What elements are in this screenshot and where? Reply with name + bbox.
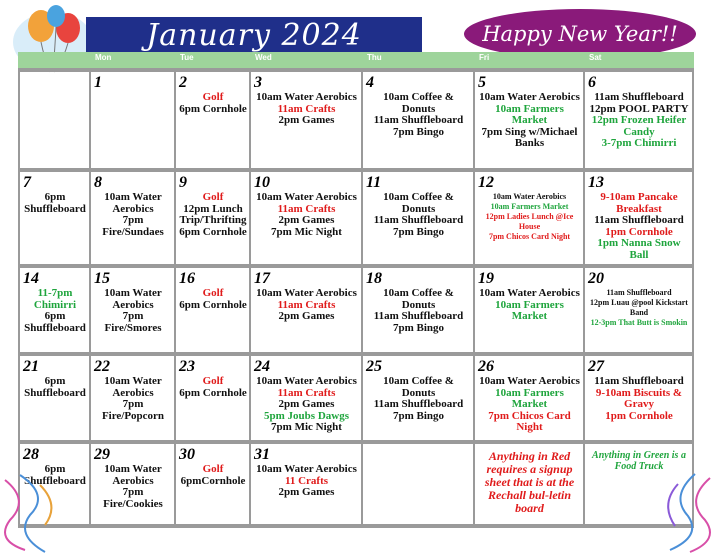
event-list <box>366 192 471 238</box>
event-item: 10am Water Aerobics <box>256 91 357 103</box>
event-list <box>478 192 581 242</box>
event-item: 10am Water Aerobics <box>479 375 580 387</box>
day-cell-6 <box>585 72 694 172</box>
day-cell-18 <box>363 268 475 356</box>
day-number: 20 <box>588 270 604 287</box>
event-item: 6pm Shuffleboard <box>24 375 86 399</box>
day-cell-27 <box>585 356 694 444</box>
event-item: 10am Water Aerobics <box>104 287 162 311</box>
day-cell-12 <box>475 172 585 268</box>
event-item: 2pm Games <box>278 214 335 226</box>
day-cell-23 <box>176 356 251 444</box>
day-cell-7 <box>18 172 91 268</box>
day-cell-2 <box>176 72 251 172</box>
event-list <box>254 288 359 323</box>
day-number: 29 <box>94 446 110 463</box>
event-item: 10am Farmers Market <box>495 386 564 410</box>
event-item: 11am Shuffleboard <box>373 114 464 126</box>
day-cell-10 <box>251 172 363 268</box>
event-item: 7pm Bingo <box>392 225 445 238</box>
day-number: 21 <box>23 358 39 375</box>
event-item: 10am Coffee & Donuts <box>383 191 454 215</box>
day-number: 16 <box>179 270 195 287</box>
day-cell-11 <box>363 172 475 268</box>
event-item: Golf <box>202 463 224 475</box>
event-item: 11am Shuffleboard <box>606 288 672 297</box>
event-item: 10am Coffee & Donuts <box>383 91 454 115</box>
event-item: 11am Shuffleboard <box>373 214 464 226</box>
event-item: 11am Shuffleboard <box>373 310 464 322</box>
day-number: 11 <box>366 174 382 191</box>
event-item: 12pm POOL PARTY <box>589 102 689 115</box>
event-list <box>94 464 172 510</box>
weekday-label: Tue <box>180 53 194 62</box>
event-item: 11am Shuffleboard <box>594 91 684 103</box>
event-item: 2pm Games <box>278 486 335 498</box>
event-list <box>366 288 471 334</box>
day-number: 5 <box>478 74 486 91</box>
event-item: 5pm Joubs Dawgs <box>264 409 349 422</box>
event-item: 2pm Games <box>278 398 335 410</box>
day-cell-25 <box>363 356 475 444</box>
event-item: 1pm Cornhole <box>605 225 673 238</box>
day-cell-29 <box>91 444 176 528</box>
weekday-label: Wed <box>255 53 272 62</box>
event-list <box>23 376 87 399</box>
day-number: 4 <box>366 74 374 91</box>
event-item: 9-10am Biscuits & Gravy <box>595 386 683 410</box>
event-item: 11am Crafts <box>277 202 336 215</box>
event-item: 1pm Nanna Snow Ball <box>597 237 681 261</box>
event-list <box>179 376 247 399</box>
event-list <box>179 288 247 311</box>
event-list <box>94 376 172 422</box>
day-number: 9 <box>179 174 187 191</box>
day-number: 2 <box>179 74 187 91</box>
event-item: Golf <box>202 191 224 203</box>
day-number: 31 <box>254 446 270 463</box>
event-item: 6pm Cornhole <box>179 298 247 311</box>
day-number: 19 <box>478 270 494 287</box>
event-item: 10am Water Aerobics <box>104 375 162 399</box>
event-item: 7pm Fire/Sundaes <box>102 214 164 238</box>
event-item: 11am Shuffleboard <box>594 375 684 387</box>
event-list <box>588 376 690 422</box>
event-item: 3-7pm Chimirri <box>601 137 677 149</box>
event-item: 7pm Bingo <box>392 125 445 138</box>
event-item: 6pm Shuffleboard <box>24 191 86 215</box>
event-item: 7pm Mic Night <box>271 421 342 433</box>
event-item: 10am Water Aerobics <box>479 91 580 103</box>
day-cell-31 <box>251 444 363 528</box>
day-cell-16 <box>176 268 251 356</box>
event-item: 7pm Fire/Smores <box>104 310 162 334</box>
streamer-icon <box>640 470 720 556</box>
day-number: 24 <box>254 358 270 375</box>
event-item: 10am Water Aerobics <box>256 191 357 203</box>
day-cell-17 <box>251 268 363 356</box>
day-cell-1 <box>91 72 176 172</box>
event-item: 7pm Sing w/Michael Banks <box>481 125 578 149</box>
event-item: 12pm Luau @pool Kickstart Band <box>590 298 688 317</box>
empty-cell <box>18 72 91 172</box>
event-item: 2pm Games <box>278 114 335 126</box>
event-item: 7pm Fire/Popcorn <box>101 398 165 422</box>
day-cell-9 <box>176 172 251 268</box>
weekday-label: Mon <box>95 53 112 62</box>
legend-cell <box>475 444 585 528</box>
event-item: 2pm Games <box>278 310 335 322</box>
greeting-banner: Happy New Year!! <box>464 9 696 59</box>
event-list <box>254 464 359 499</box>
event-list <box>23 192 87 215</box>
event-item: 12pm Ladies Lunch @Ice House <box>485 212 574 231</box>
day-number: 25 <box>366 358 382 375</box>
legend-note: Anything in Red requires a signup sheet that is at the Rechall bul-letin board <box>484 449 575 515</box>
event-item: 1pm Cornhole <box>605 409 673 422</box>
day-cell-15 <box>91 268 176 356</box>
day-cell-30 <box>176 444 251 528</box>
event-item: 7pm Fire/Cookies <box>103 486 163 510</box>
event-item: 11am Crafts <box>277 386 336 399</box>
day-number: 18 <box>366 270 382 287</box>
day-cell-19 <box>475 268 585 356</box>
event-item: 10am Water Aerobics <box>104 463 162 487</box>
event-item: 11 Crafts <box>284 474 329 487</box>
day-cell-24 <box>251 356 363 444</box>
event-item: 11-7pm Chimirri <box>33 287 77 311</box>
day-number: 14 <box>23 270 39 287</box>
event-item: 7pm Mic Night <box>271 225 342 238</box>
event-list <box>478 376 581 434</box>
event-item: 11am Shuffleboard <box>373 398 464 410</box>
calendar-grid <box>18 68 694 524</box>
weekday-label: Sat <box>589 53 602 62</box>
event-item: 10am Water Aerobics <box>492 192 567 201</box>
day-cell-21 <box>18 356 91 444</box>
event-item: 7pm Chicos Card Night <box>488 409 571 433</box>
weekday-label <box>18 52 91 68</box>
event-list <box>366 376 471 422</box>
event-item: Golf <box>202 91 224 103</box>
event-item: 6pm Shuffleboard <box>24 463 86 487</box>
day-number: 12 <box>478 174 494 191</box>
event-list <box>179 92 247 115</box>
day-cell-8 <box>91 172 176 268</box>
day-number: 27 <box>588 358 604 375</box>
day-number: 28 <box>23 446 39 463</box>
event-item: 6pm Cornhole <box>179 386 247 399</box>
event-item: 7pm Bingo <box>392 409 445 422</box>
event-list <box>478 288 581 323</box>
day-cell-26 <box>475 356 585 444</box>
event-item: 10am Coffee & Donuts <box>383 375 454 399</box>
event-item: Golf <box>202 375 224 387</box>
event-item: 6pmCornhole <box>180 474 246 487</box>
event-list <box>254 192 359 238</box>
event-item: 7pm Chicos Card Night <box>488 232 571 241</box>
weekday-label: Fri <box>479 53 490 62</box>
day-number: 15 <box>94 270 110 287</box>
event-item: 10am Farmers Market <box>490 202 569 211</box>
event-item: 11am Crafts <box>277 298 336 311</box>
day-cell-13 <box>585 172 694 268</box>
day-cell-14 <box>18 268 91 356</box>
weekday-label: Thu <box>367 53 382 62</box>
event-item: 11am Crafts <box>277 102 336 115</box>
event-item: 12-3pm That Butt is Smokin <box>590 318 688 327</box>
day-cell-4 <box>363 72 475 172</box>
day-number: 30 <box>179 446 195 463</box>
empty-cell <box>363 444 475 528</box>
event-list <box>179 464 247 487</box>
event-list <box>588 288 690 328</box>
day-number: 3 <box>254 74 262 91</box>
event-item: 10am Water Aerobics <box>256 375 357 387</box>
streamer-icon <box>0 470 80 556</box>
day-number: 7 <box>23 174 31 191</box>
day-number: 13 <box>588 174 604 191</box>
day-number: 10 <box>254 174 270 191</box>
event-list <box>366 92 471 138</box>
day-cell-3 <box>251 72 363 172</box>
page-title: January 2024 <box>86 17 422 53</box>
event-item: 10am Water Aerobics <box>256 463 357 475</box>
event-item: 6pm Cornhole <box>179 102 247 115</box>
event-list <box>588 192 690 261</box>
event-item: 9-10am Pancake Breakfast <box>600 191 678 215</box>
event-list <box>179 192 247 238</box>
event-list <box>588 92 690 150</box>
event-item: 10am Farmers Market <box>495 298 564 322</box>
day-cell-22 <box>91 356 176 444</box>
day-number: 23 <box>179 358 195 375</box>
event-list <box>94 288 172 334</box>
day-number: 22 <box>94 358 110 375</box>
day-number: 6 <box>588 74 596 91</box>
day-number: 17 <box>254 270 270 287</box>
weekday-header <box>18 52 694 68</box>
legend-note: Anything in Green is a Food Truck <box>592 450 686 472</box>
day-number: 26 <box>478 358 494 375</box>
event-item: 10am Coffee & Donuts <box>383 287 454 311</box>
day-number: 1 <box>94 74 102 91</box>
day-number: 8 <box>94 174 102 191</box>
event-item: 10am Water Aerobics <box>256 287 357 299</box>
event-list <box>94 192 172 238</box>
event-item: 6pm Shuffleboard <box>24 310 86 334</box>
event-list <box>478 92 581 150</box>
day-cell-5 <box>475 72 585 172</box>
event-item: Golf <box>202 287 224 299</box>
event-item: 12pm Frozen Heifer Candy <box>591 114 687 138</box>
event-item: 6pm Cornhole <box>179 225 247 238</box>
event-item: 10am Water Aerobics <box>479 287 580 299</box>
event-item: 12pm Lunch Trip/Thrifting <box>179 202 247 226</box>
event-item: 10am Water Aerobics <box>104 191 162 215</box>
day-cell-20 <box>585 268 694 356</box>
event-item: 10am Farmers Market <box>495 102 564 126</box>
event-item: 7pm Bingo <box>392 321 445 334</box>
event-list <box>254 92 359 127</box>
event-list <box>23 288 87 334</box>
event-item: 11am Shuffleboard <box>594 214 684 226</box>
event-list <box>254 376 359 434</box>
